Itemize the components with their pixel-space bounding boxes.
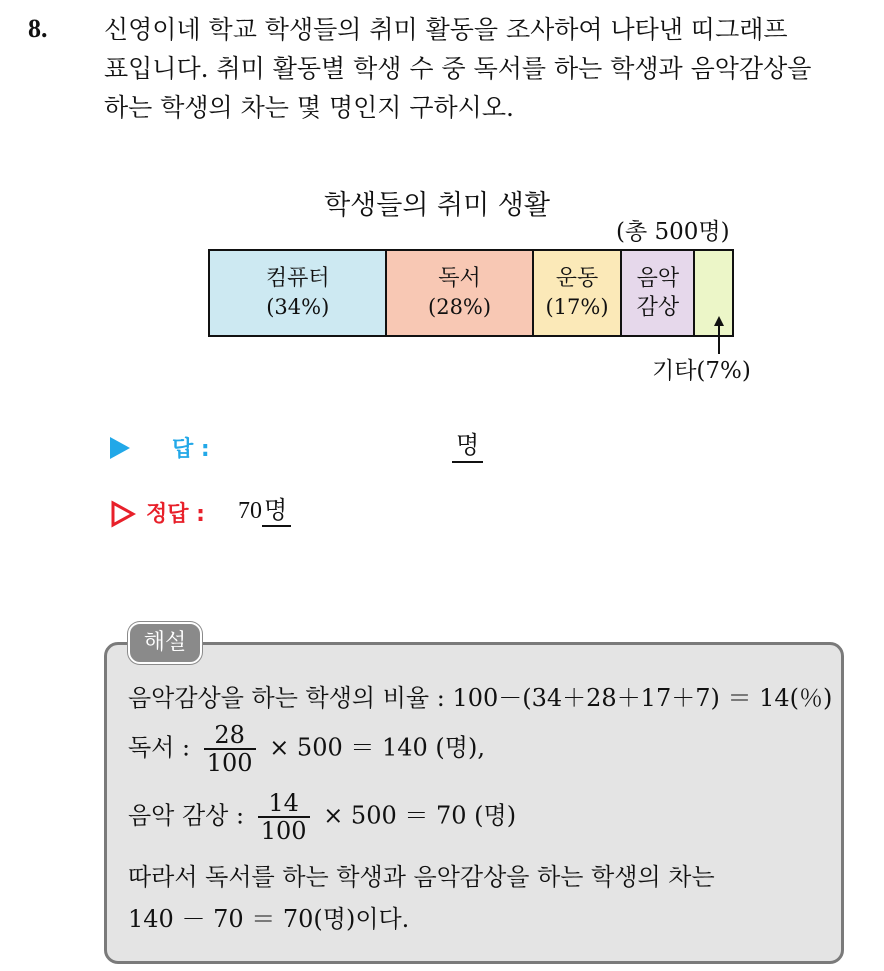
band-segment — [622, 251, 695, 335]
fraction — [204, 722, 256, 776]
etc-arrow-icon — [712, 316, 726, 356]
answer-unit: 명 — [456, 431, 480, 459]
segment-name: 컴퓨터 — [265, 266, 330, 291]
question-line: 신영이네 학교 학생들의 취미 활동을 조사하여 나타낸 띠그래프 — [104, 15, 788, 44]
explanation-line: 140 － 70 ＝ 70(명)이다. — [128, 905, 410, 933]
explanation-line: 음악감상을 하는 학생의 비율 : 100－(34＋28＋17＋7) ＝ 14(％) — [128, 684, 833, 712]
question-number: 8. — [28, 14, 48, 43]
explanation-prefix: 독서 : — [128, 733, 191, 762]
segment-name: 감상 — [636, 295, 680, 320]
explanation-suffix: × 500 ＝ 140 (명), — [269, 733, 485, 762]
chart-title: 학생들의 취미 생활 — [324, 190, 550, 221]
play-triangle-icon — [110, 437, 130, 459]
explanation-line — [128, 790, 516, 844]
answer-label: 답 : — [172, 437, 210, 462]
explanation-line — [128, 722, 485, 776]
answer-marker — [110, 430, 130, 466]
fraction-denominator: 100 — [260, 817, 307, 845]
explanation-suffix: × 500 ＝ 70 (명) — [323, 801, 517, 830]
band-segment — [210, 251, 387, 335]
question-line: 하는 학생의 차는 몇 명인지 구하시오. — [104, 93, 514, 122]
correct-answer-value: 70 — [238, 498, 262, 524]
fraction — [258, 790, 310, 844]
explanation-line: 따라서 독서를 하는 학생과 음악감상을 하는 학생의 차는 — [128, 863, 715, 891]
fraction-numerator: 28 — [204, 722, 256, 750]
explanation-tag: 해설 — [128, 622, 202, 664]
chart-title-wrap — [0, 183, 884, 222]
fraction-denominator: 100 — [206, 749, 253, 777]
segment-name: 음악 — [636, 266, 680, 291]
segment-percent-label: (28%) — [428, 295, 492, 319]
segment-percent-label: (17%) — [545, 295, 609, 319]
correct-answer-unit: 명 — [262, 496, 291, 527]
correct-answer — [238, 494, 291, 527]
segment-name: 운동 — [555, 266, 599, 291]
outline-triangle-icon — [110, 500, 136, 528]
etc-callout-label: 기타(7%) — [652, 358, 751, 384]
answer-blank[interactable] — [452, 430, 483, 463]
band-segment — [387, 251, 533, 335]
question-text — [104, 10, 864, 127]
correct-answer-label: 정답 : — [146, 502, 205, 527]
band-segment — [534, 251, 623, 335]
explanation-prefix: 음악 감상 : — [128, 801, 245, 830]
band-graph — [208, 249, 734, 337]
segment-percent-label: (34%) — [266, 295, 330, 319]
question-line: 표입니다. 취미 활동별 학생 수 중 독서를 하는 학생과 음악감상을 — [104, 54, 812, 83]
fraction-numerator: 14 — [258, 790, 310, 818]
chart-total-label: (총 500명) — [616, 219, 730, 245]
segment-name: 독서 — [438, 266, 481, 291]
